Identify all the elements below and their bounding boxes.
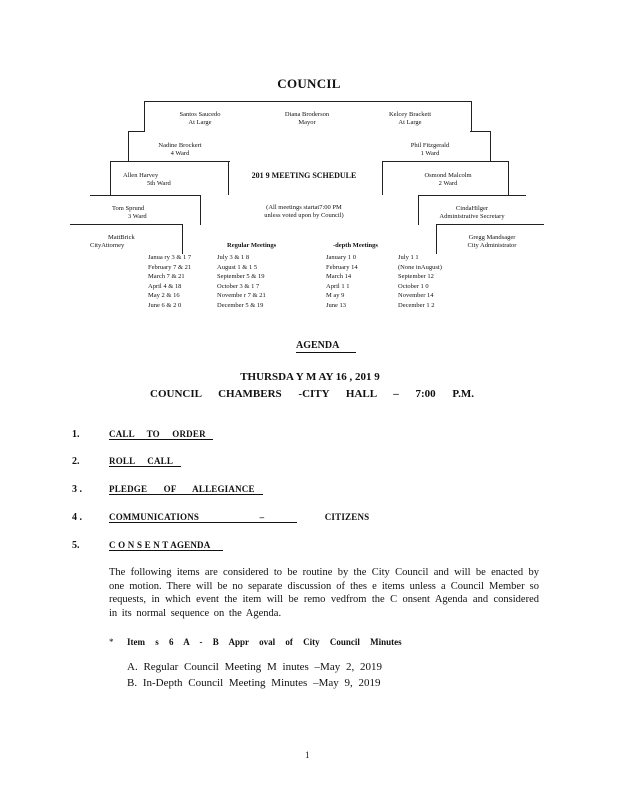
mayor: Diana Broderson Mayor	[284, 111, 330, 126]
indepth-meetings-col1: January 1 0 February 14 March 14 April 1 1 M ay 9 June 13	[326, 254, 358, 309]
regular-meetings-col1: Janua ry 3 & 1 7 February 7 & 21 March 7 & 21 April 4 & 18 May 2 & 16 June 6 & 2 0	[148, 254, 192, 309]
page-title: COUNCIL	[277, 76, 341, 91]
item-consent-agenda: C O N S E N T AGENDA	[109, 540, 211, 550]
item-pledge: PLEDGE OF ALLEGIANCE	[109, 484, 255, 494]
org-line	[382, 161, 508, 162]
org-line	[110, 161, 111, 195]
org-line	[128, 131, 145, 132]
bullet-marker: *	[109, 637, 114, 647]
minutes-item-title: Item s 6 A - B Appr oval of City Council Minutes	[127, 637, 402, 647]
admin-secretary: CindaHilger Administrative Secretary	[439, 205, 505, 220]
org-line	[200, 195, 201, 225]
org-line	[436, 224, 437, 254]
item-number: 1.	[72, 429, 80, 440]
org-line	[418, 195, 526, 196]
item-number: 2.	[72, 456, 80, 467]
council-member: Allen Harvey 5th Ward	[123, 172, 171, 187]
council-member: Tom Sprund 3 Ward	[112, 205, 147, 220]
item-underline	[109, 522, 297, 523]
org-line	[110, 161, 230, 162]
minutes-regular: A. Regular Council Meeting M inutes –May 2, 2019	[127, 661, 382, 673]
meeting-location: COUNCIL CHAMBERS -CITY HALL – 7:00 P.M.	[150, 388, 474, 400]
schedule-title: 201 9 MEETING SCHEDULE	[251, 171, 357, 180]
regular-meetings-header: Regular Meetings	[227, 242, 277, 249]
council-member: Nadine Brockert 4 Ward	[158, 142, 202, 157]
indepth-meetings-header: -depth Meetings	[333, 242, 378, 249]
org-line	[90, 195, 200, 196]
item-underline	[109, 439, 213, 440]
org-line	[436, 224, 544, 225]
item-number: 3 .	[72, 484, 82, 495]
org-line	[128, 131, 129, 161]
regular-meetings-col2: July 3 & 1 8 August 1 & 1 5 September 5 & 19 October 3 & 1 7 Novembe r 7 & 21 December 5 & 19	[217, 254, 266, 309]
item-number: 5.	[72, 540, 80, 551]
agenda-heading: AGENDA	[296, 340, 340, 351]
org-line	[490, 131, 491, 161]
meeting-date: THURSDA Y M AY 16 , 201 9	[240, 371, 380, 383]
council-member: Phil Fitzgerald 1 Ward	[410, 142, 450, 157]
minutes-indepth: B. In-Depth Council Meeting Minutes –May 9, 2019	[127, 677, 381, 689]
item-communications: COMMUNICATIONS – CITIZENS	[109, 512, 370, 522]
council-member: Osmond Malcolm 2 Ward	[424, 172, 472, 187]
council-member: Santos Saucedo At Large	[179, 111, 221, 126]
council-member: Kelcey Brackett At Large	[388, 111, 432, 126]
item-underline	[109, 494, 263, 495]
city-administrator: Gregg Mandsager City Administrator	[467, 234, 517, 249]
city-attorney: MattBrick CityAttorney	[90, 234, 135, 249]
org-line	[182, 224, 183, 254]
org-line	[418, 195, 419, 225]
org-line	[382, 161, 383, 195]
item-underline	[109, 466, 181, 467]
item-underline	[109, 550, 223, 551]
org-line	[70, 224, 182, 225]
indepth-meetings-col2: July 1 1 (None inAugust) September 12 October 1 0 November 14 December 1 2	[398, 254, 442, 309]
page-number: 1	[305, 750, 310, 760]
org-line	[508, 161, 509, 195]
item-number: 4 .	[72, 512, 82, 523]
org-line	[470, 131, 490, 132]
item-call-to-order: CALL TO ORDER	[109, 429, 206, 439]
item-roll-call: ROLL CALL	[109, 456, 174, 466]
schedule-note: (All meetings startat7:00 PM unless voted upon by Council)	[264, 204, 344, 219]
org-line	[228, 161, 229, 195]
agenda-underline	[296, 352, 356, 353]
consent-description: The following items are considered to be routine by the City Council and will be enacted by one motion. There will be no separate discussion of thes e items unless a Council Member so requests, in which event the item will be remo vedfrom the C onsent Agenda and considered in its normal sequence on the Agenda.	[109, 567, 539, 619]
